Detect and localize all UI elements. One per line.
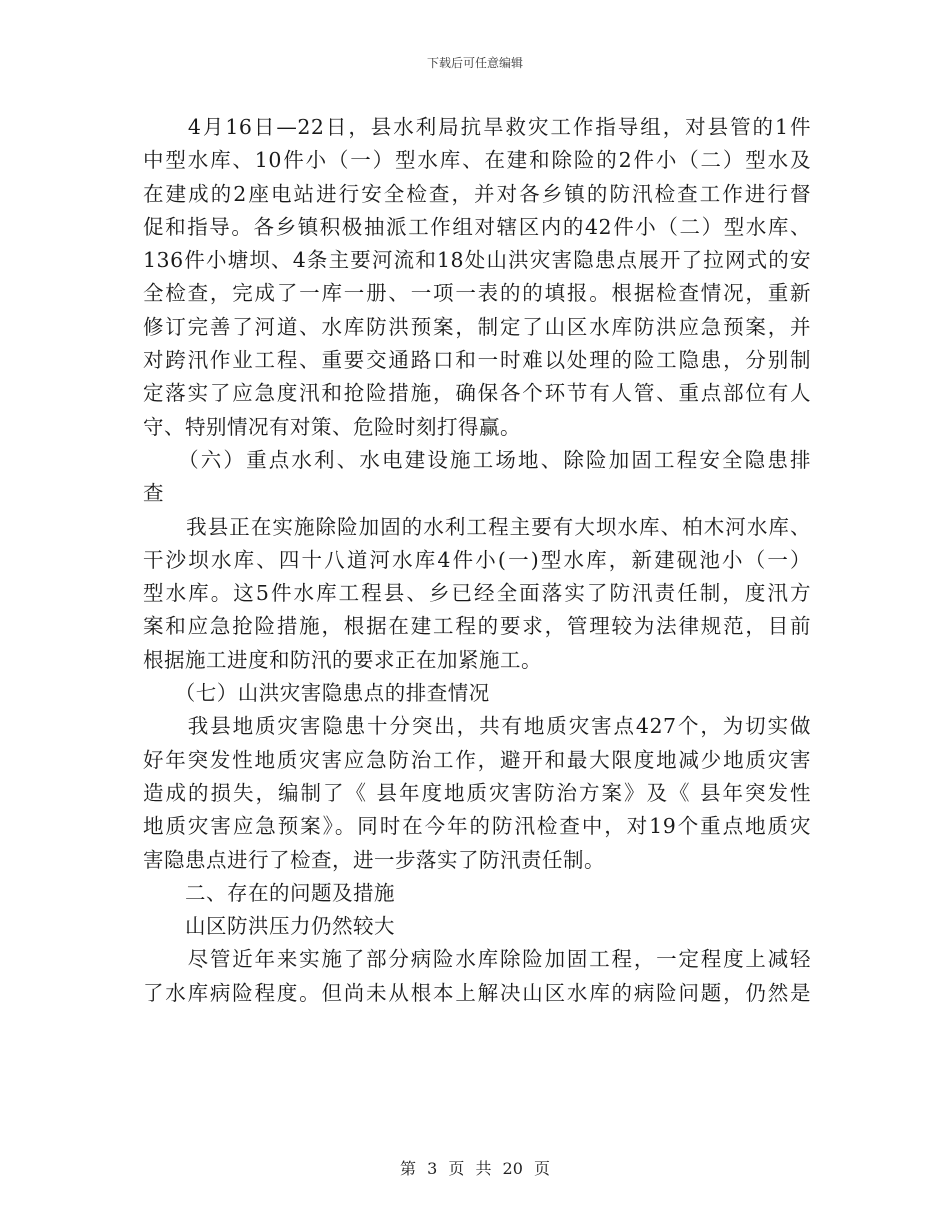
section-heading-line: 二、存在的问题及措施	[143, 880, 395, 905]
body-line: 型水库。这5件水库工程县、乡已经全面落实了防汛责任制，度汛方	[143, 581, 811, 606]
body-line: 在建成的2座电站进行安全检查，并对各乡镇的防汛检查工作进行督	[143, 181, 811, 206]
body-line: 好年突发性地质灾害应急防治工作，避开和最大限度地减少地质灾害	[143, 747, 811, 772]
body-line: 中型水库、10件小（一）型水库、在建和除险的2件小（二）型水及	[143, 148, 811, 173]
document-body	[143, 111, 811, 1010]
page-number: 第 3 页 共 20 页	[400, 1159, 550, 1178]
page-header: 下载后可任意编辑	[426, 56, 523, 70]
body-line: 我县地质灾害隐患十分突出，共有地质灾害点427个，为切实做	[143, 714, 811, 739]
body-line: 了水库病险程度。但尚未从根本上解决山区水库的病险问题，仍然是	[143, 980, 811, 1005]
body-line: 尽管近年来实施了部分病险水库除险加固工程，一定程度上减轻	[143, 947, 811, 972]
body-line: 修订完善了河道、水库防洪预案，制定了山区水库防洪应急预案，并	[143, 314, 811, 339]
section-heading-line: 查	[143, 481, 164, 506]
body-line: 害隐患点进行了检查，进一步落实了防汛责任制。	[143, 847, 605, 872]
body-line: 干沙坝水库、四十八道河水库4件小(一)型水库，新建砚池小（一）	[143, 547, 811, 572]
body-line: 我县正在实施除险加固的水利工程主要有大坝水库、柏木河水库、	[143, 514, 811, 539]
body-line: 造成的损失，编制了《 县年度地质灾害防治方案》及《 县年突发性	[143, 780, 811, 805]
body-line: 定落实了应急度汛和抢险措施，确保各个环节有人管、重点部位有人	[143, 381, 811, 406]
body-line: 守、特别情况有对策、危险时刻打得赢。	[143, 414, 521, 439]
body-line: 全检查，完成了一库一册、一项一表的的填报。根据检查情况，重新	[143, 281, 811, 306]
body-line: 根据施工进度和防汛的要求正在加紧施工。	[143, 647, 542, 672]
body-line: 136件小塘坝、4条主要河流和18处山洪灾害隐患点展开了拉网式的安	[143, 248, 811, 273]
body-line: 地质灾害应急预案》。同时在今年的防汛检查中，对19个重点地质灾	[143, 814, 811, 839]
body-line: 4月16日—22日，县水利局抗旱救灾工作指导组，对县管的1件	[143, 115, 811, 139]
section-heading-line: （七）山洪灾害隐患点的排查情况	[143, 681, 490, 706]
section-heading-line: 山区防洪压力仍然较大	[143, 914, 395, 939]
body-line: 案和应急抢险措施，根据在建工程的要求，管理较为法律规范，目前	[143, 614, 811, 639]
body-line: 促和指导。各乡镇积极抽派工作组对辖区内的42件小（二）型水库、	[143, 214, 811, 239]
section-heading-line: （六）重点水利、水电建设施工场地、除险加固工程安全隐患排	[143, 447, 811, 472]
body-line: 对跨汛作业工程、重要交通路口和一时难以处理的险工隐患，分别制	[143, 348, 811, 373]
